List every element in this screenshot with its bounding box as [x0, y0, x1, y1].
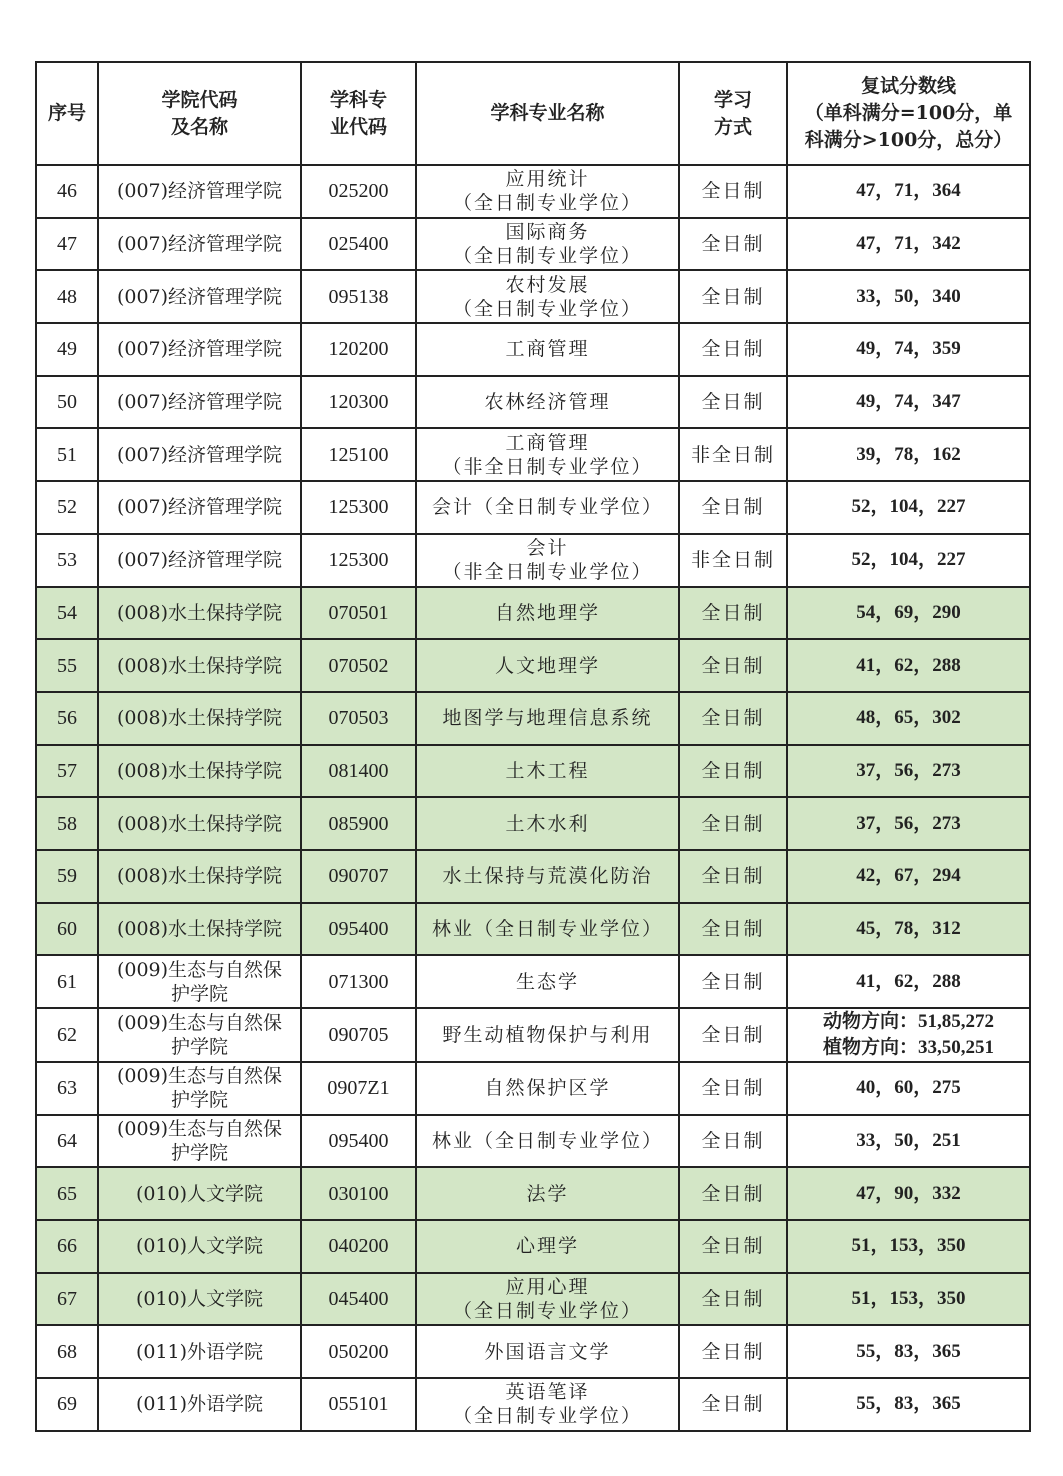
- header-score-line: 复试分数线 （单科满分=100分，单 科满分>100分，总分）: [787, 62, 1030, 165]
- college-name-cell: (009)生态与自然保 护学院: [98, 1115, 301, 1168]
- row-index-cell: 51: [36, 428, 98, 481]
- score-line-cell: 41，62，288: [787, 955, 1030, 1008]
- college-name-cell: (010)人文学院: [98, 1220, 301, 1273]
- college-name-cell: (008)水土保持学院: [98, 639, 301, 692]
- study-mode-cell: 全日制: [679, 1325, 787, 1378]
- score-line-cell: 49，74，347: [787, 376, 1030, 429]
- college-name-cell: (007)经济管理学院: [98, 428, 301, 481]
- score-line-cell: 47，90，332: [787, 1167, 1030, 1220]
- major-name-cell: 国际商务 （全日制专业学位）: [416, 218, 679, 271]
- major-code-cell: 125300: [301, 534, 416, 587]
- study-mode-cell: 全日制: [679, 1115, 787, 1168]
- score-line-cell: 41，62，288: [787, 639, 1030, 692]
- row-index-cell: 50: [36, 376, 98, 429]
- score-line-cell: 54，69，290: [787, 587, 1030, 640]
- row-index-cell: 62: [36, 1008, 98, 1062]
- study-mode-cell: 非全日制: [679, 534, 787, 587]
- college-name-cell: (007)经济管理学院: [98, 218, 301, 271]
- study-mode-cell: 全日制: [679, 587, 787, 640]
- college-name-cell: (008)水土保持学院: [98, 587, 301, 640]
- college-name-cell: (008)水土保持学院: [98, 850, 301, 903]
- score-line-cell: 51，153，350: [787, 1220, 1030, 1273]
- score-line-cell: 39，78，162: [787, 428, 1030, 481]
- college-name-cell: (011)外语学院: [98, 1325, 301, 1378]
- college-name-cell: (007)经济管理学院: [98, 481, 301, 534]
- college-name-cell: (008)水土保持学院: [98, 692, 301, 745]
- row-index-cell: 67: [36, 1273, 98, 1326]
- score-line-cell: 45，78，312: [787, 903, 1030, 956]
- major-code-cell: 071300: [301, 955, 416, 1008]
- study-mode-cell: 全日制: [679, 1167, 787, 1220]
- major-name-cell: 林业（全日制专业学位）: [416, 903, 679, 956]
- study-mode-cell: 全日制: [679, 376, 787, 429]
- study-mode-cell: 全日制: [679, 1062, 787, 1115]
- major-code-cell: 090707: [301, 850, 416, 903]
- major-name-cell: 工商管理: [416, 323, 679, 376]
- college-name-cell: (007)经济管理学院: [98, 165, 301, 218]
- table-row: [36, 1008, 1030, 1062]
- major-name-cell: 会计（全日制专业学位）: [416, 481, 679, 534]
- row-index-cell: 53: [36, 534, 98, 587]
- row-index-cell: 46: [36, 165, 98, 218]
- score-line-cell: 动物方向：51,85,272 植物方向：33,50,251: [787, 1008, 1030, 1062]
- table-row: [36, 1115, 1030, 1168]
- major-name-cell: 土木水利: [416, 797, 679, 850]
- study-mode-cell: 非全日制: [679, 428, 787, 481]
- row-index-cell: 49: [36, 323, 98, 376]
- row-index-cell: 47: [36, 218, 98, 271]
- major-name-cell: 自然地理学: [416, 587, 679, 640]
- college-name-cell: (009)生态与自然保 护学院: [98, 1008, 301, 1062]
- header-major-code: 学科专 业代码: [301, 62, 416, 165]
- major-code-cell: 050200: [301, 1325, 416, 1378]
- table-row: [36, 1325, 1030, 1378]
- table-row: [36, 481, 1030, 534]
- major-name-cell: 林业（全日制专业学位）: [416, 1115, 679, 1168]
- major-code-cell: 0907Z1: [301, 1062, 416, 1115]
- study-mode-cell: 全日制: [679, 270, 787, 323]
- table-row: [36, 1273, 1030, 1326]
- score-line-cell: 47，71，342: [787, 218, 1030, 271]
- table-row: [36, 1378, 1030, 1431]
- row-index-cell: 60: [36, 903, 98, 956]
- college-name-cell: (011)外语学院: [98, 1378, 301, 1431]
- major-name-cell: 生态学: [416, 955, 679, 1008]
- table-row: [36, 692, 1030, 745]
- score-line-cell: 48，65，302: [787, 692, 1030, 745]
- college-name-cell: (007)经济管理学院: [98, 376, 301, 429]
- table-row: [36, 534, 1030, 587]
- major-code-cell: 081400: [301, 745, 416, 798]
- row-index-cell: 48: [36, 270, 98, 323]
- table-header-row: [36, 62, 1030, 165]
- score-line-cell: 52，104，227: [787, 534, 1030, 587]
- header-major-name: 学科专业名称: [416, 62, 679, 165]
- row-index-cell: 52: [36, 481, 98, 534]
- score-line-cell: 40，60，275: [787, 1062, 1030, 1115]
- major-name-cell: 会计 （非全日制专业学位）: [416, 534, 679, 587]
- study-mode-cell: 全日制: [679, 1378, 787, 1431]
- college-name-cell: (007)经济管理学院: [98, 534, 301, 587]
- major-name-cell: 工商管理 （非全日制专业学位）: [416, 428, 679, 481]
- row-index-cell: 57: [36, 745, 98, 798]
- major-name-cell: 农村发展 （全日制专业学位）: [416, 270, 679, 323]
- table-row: [36, 639, 1030, 692]
- row-index-cell: 54: [36, 587, 98, 640]
- study-mode-cell: 全日制: [679, 1008, 787, 1062]
- row-index-cell: 61: [36, 955, 98, 1008]
- score-line-cell: 37，56，273: [787, 745, 1030, 798]
- table-row: [36, 587, 1030, 640]
- row-index-cell: 59: [36, 850, 98, 903]
- college-name-cell: (008)水土保持学院: [98, 903, 301, 956]
- row-index-cell: 55: [36, 639, 98, 692]
- major-name-cell: 英语笔译 （全日制专业学位）: [416, 1378, 679, 1431]
- row-index-cell: 69: [36, 1378, 98, 1431]
- college-name-cell: (010)人文学院: [98, 1273, 301, 1326]
- major-code-cell: 095138: [301, 270, 416, 323]
- study-mode-cell: 全日制: [679, 797, 787, 850]
- major-code-cell: 070503: [301, 692, 416, 745]
- row-index-cell: 68: [36, 1325, 98, 1378]
- major-code-cell: 120300: [301, 376, 416, 429]
- score-line-cell: 42，67，294: [787, 850, 1030, 903]
- table-row: [36, 903, 1030, 956]
- score-line-cell: 37，56，273: [787, 797, 1030, 850]
- table-row: [36, 270, 1030, 323]
- major-code-cell: 040200: [301, 1220, 416, 1273]
- score-line-cell: 33，50，340: [787, 270, 1030, 323]
- major-code-cell: 125300: [301, 481, 416, 534]
- score-line-cell: 52，104，227: [787, 481, 1030, 534]
- score-line-cell: 49，74，359: [787, 323, 1030, 376]
- row-index-cell: 66: [36, 1220, 98, 1273]
- table-row: [36, 376, 1030, 429]
- table-row: [36, 797, 1030, 850]
- study-mode-cell: 全日制: [679, 850, 787, 903]
- major-code-cell: 045400: [301, 1273, 416, 1326]
- study-mode-cell: 全日制: [679, 218, 787, 271]
- major-name-cell: 野生动植物保护与利用: [416, 1008, 679, 1062]
- study-mode-cell: 全日制: [679, 639, 787, 692]
- score-line-cell: 47，71，364: [787, 165, 1030, 218]
- study-mode-cell: 全日制: [679, 692, 787, 745]
- major-name-cell: 水土保持与荒漠化防治: [416, 850, 679, 903]
- major-code-cell: 025200: [301, 165, 416, 218]
- table-row: [36, 323, 1030, 376]
- table-row: [36, 218, 1030, 271]
- table-row: [36, 955, 1030, 1008]
- college-name-cell: (009)生态与自然保 护学院: [98, 1062, 301, 1115]
- major-code-cell: 030100: [301, 1167, 416, 1220]
- major-name-cell: 外国语言文学: [416, 1325, 679, 1378]
- header-index: 序号: [36, 62, 98, 165]
- major-name-cell: 应用心理 （全日制专业学位）: [416, 1273, 679, 1326]
- college-name-cell: (007)经济管理学院: [98, 323, 301, 376]
- header-college: 学院代码 及名称: [98, 62, 301, 165]
- study-mode-cell: 全日制: [679, 955, 787, 1008]
- table-row: [36, 1167, 1030, 1220]
- major-code-cell: 070501: [301, 587, 416, 640]
- row-index-cell: 58: [36, 797, 98, 850]
- major-name-cell: 农林经济管理: [416, 376, 679, 429]
- row-index-cell: 65: [36, 1167, 98, 1220]
- table-row: [36, 850, 1030, 903]
- major-code-cell: 025400: [301, 218, 416, 271]
- study-mode-cell: 全日制: [679, 745, 787, 798]
- major-name-cell: 法学: [416, 1167, 679, 1220]
- major-code-cell: 095400: [301, 903, 416, 956]
- study-mode-cell: 全日制: [679, 903, 787, 956]
- major-name-cell: 自然保护区学: [416, 1062, 679, 1115]
- table-row: [36, 745, 1030, 798]
- college-name-cell: (008)水土保持学院: [98, 745, 301, 798]
- major-name-cell: 心理学: [416, 1220, 679, 1273]
- table-row: [36, 428, 1030, 481]
- table-row: [36, 1220, 1030, 1273]
- score-line-cell: 55，83，365: [787, 1325, 1030, 1378]
- major-name-cell: 地图学与地理信息系统: [416, 692, 679, 745]
- major-code-cell: 090705: [301, 1008, 416, 1062]
- major-code-cell: 120200: [301, 323, 416, 376]
- major-name-cell: 人文地理学: [416, 639, 679, 692]
- row-index-cell: 64: [36, 1115, 98, 1168]
- college-name-cell: (009)生态与自然保 护学院: [98, 955, 301, 1008]
- major-code-cell: 125100: [301, 428, 416, 481]
- major-code-cell: 055101: [301, 1378, 416, 1431]
- table-row: [36, 1062, 1030, 1115]
- study-mode-cell: 全日制: [679, 1273, 787, 1326]
- college-name-cell: (008)水土保持学院: [98, 797, 301, 850]
- study-mode-cell: 全日制: [679, 323, 787, 376]
- row-index-cell: 56: [36, 692, 98, 745]
- table-row: [36, 165, 1030, 218]
- college-name-cell: (007)经济管理学院: [98, 270, 301, 323]
- header-study-mode: 学习 方式: [679, 62, 787, 165]
- study-mode-cell: 全日制: [679, 165, 787, 218]
- row-index-cell: 63: [36, 1062, 98, 1115]
- college-name-cell: (010)人文学院: [98, 1167, 301, 1220]
- table-body: [36, 165, 1030, 1431]
- study-mode-cell: 全日制: [679, 481, 787, 534]
- major-name-cell: 应用统计 （全日制专业学位）: [416, 165, 679, 218]
- major-code-cell: 095400: [301, 1115, 416, 1168]
- major-code-cell: 085900: [301, 797, 416, 850]
- major-code-cell: 070502: [301, 639, 416, 692]
- score-line-cell: 33，50，251: [787, 1115, 1030, 1168]
- score-line-cell: 51，153，350: [787, 1273, 1030, 1326]
- admission-score-table: [35, 61, 1031, 1432]
- score-line-cell: 55，83，365: [787, 1378, 1030, 1431]
- major-name-cell: 土木工程: [416, 745, 679, 798]
- study-mode-cell: 全日制: [679, 1220, 787, 1273]
